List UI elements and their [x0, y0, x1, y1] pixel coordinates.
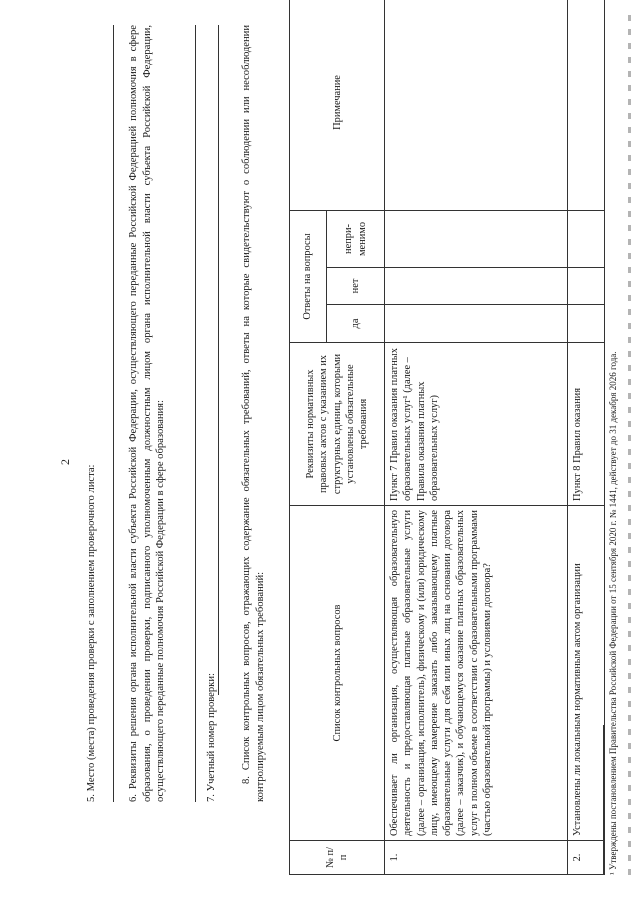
row-number: 2. — [567, 841, 604, 875]
footnote: ¹ Утверждены постановлением Правительства Российской Федерации от 15 сентября 2020 г. № 1441, действует до 31 декабря 2026 года. — [608, 351, 618, 875]
note-cell[interactable] — [567, 0, 604, 210]
header-requisites: Реквизиты нормативных правовых актов с указанием их структурных единиц, которыми установлены обязательные требования — [290, 343, 385, 506]
answer-no-cell[interactable] — [385, 268, 568, 305]
header-yes: да — [327, 305, 385, 343]
answer-na-cell[interactable] — [385, 210, 568, 267]
answer-na-cell[interactable] — [567, 210, 604, 267]
section-8-intro: 8. Список контрольных вопросов, отражающих содержание обязательных требований, ответы на которые свидетельствуют о соблюдении или несоблюдении контролируемым лицом обязательных требований: — [241, 25, 266, 802]
section-7-label: 7. Учетный номер проверки: — [206, 673, 217, 802]
footnote-divider — [603, 725, 604, 875]
row-requisite: Пункт 8 Правил оказания — [567, 343, 604, 506]
table-row — [567, 0, 604, 875]
row-question: Установлены ли локальным нормативным актом организации — [567, 506, 604, 841]
row-requisite: Пункт 7 Правил оказания платных образовательных услуг¹ (далее – Правила оказания платных образовательных услуг) — [385, 343, 568, 506]
section-6-decision: 6. Реквизиты решения органа исполнительной власти субъекта Российской Федерации, осуществляющего переданные Российской Федерацией полномочия в сфере образования, о проведении проверки, подписанного уполномоченным должностным лицом органа исполнительной власти субъекта Российской Федерации, осуществляющего переданные полномочия Российской Федерации в сфере образования: — [128, 25, 167, 802]
answer-yes-cell[interactable] — [567, 305, 604, 343]
header-note: Примечание — [290, 0, 385, 210]
table-header-row — [290, 0, 327, 875]
header-num: № п/п — [290, 841, 385, 875]
fill-line-section-7 — [218, 25, 219, 695]
row-question: Обеспечивает ли организация, осуществляющая образовательную деятельность и предоставляющая платные образовательные услуги (далее – организация, исполнитель), физическому и (или) юридическому лицу, имеющему намерение заказать либо заказывающему платные образовательные услуги для себя или иных лиц на основании договора (далее – заказчик), и обучающемуся оказание платных образовательных услуг в полном объеме в соответствии с образовательными программами (частью образовательной программы) и условиями договора? — [385, 506, 568, 841]
fill-line-section-6 — [195, 25, 196, 802]
row-number: 1. — [385, 841, 568, 875]
header-no: нет — [327, 268, 385, 305]
answer-no-cell[interactable] — [567, 268, 604, 305]
fill-line-section-5 — [113, 25, 114, 802]
header-questions: Список контрольных вопросов — [290, 506, 385, 841]
checklist-table — [289, 0, 605, 875]
answer-yes-cell[interactable] — [385, 305, 568, 343]
section-5-place: 5. Место (места) проведения проверки с заполнением проверочного листа: — [86, 464, 97, 802]
header-not-applicable: непри-менимо — [327, 210, 385, 267]
header-answers: Ответы на вопросы — [290, 210, 327, 342]
scan-edge-artifact — [628, 15, 631, 875]
table-row — [385, 0, 568, 875]
note-cell[interactable] — [385, 0, 568, 210]
page-number: 2 — [58, 459, 72, 465]
